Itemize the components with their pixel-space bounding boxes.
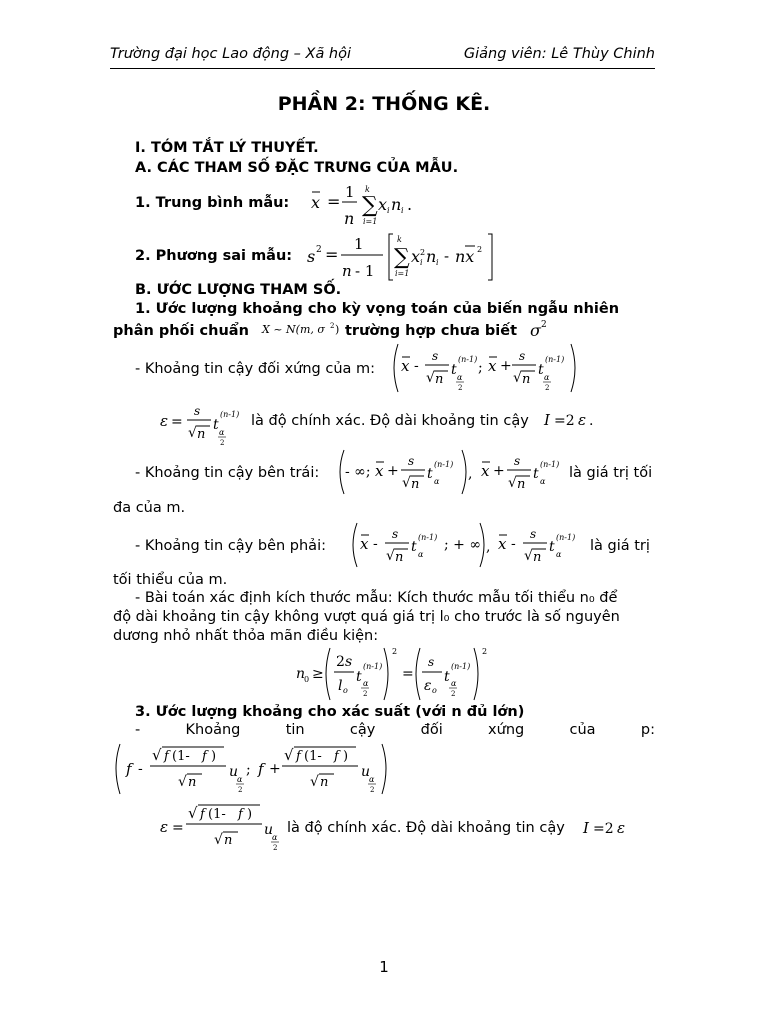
svg-text:+: +	[500, 358, 512, 374]
section-heading-sample-params: A. CÁC THAM SỐ ĐẶC TRƯNG CỦA MẪU.	[135, 160, 459, 176]
svg-text:): )	[211, 749, 217, 764]
svg-text:(n-1): (n-1)	[556, 533, 576, 542]
svg-text:√: √	[426, 370, 435, 386]
svg-text:=: =	[325, 245, 339, 264]
svg-text:-: -	[511, 536, 516, 552]
proportion-ci-word: cậy	[349, 722, 376, 738]
svg-text:u: u	[361, 764, 371, 780]
svg-text:u: u	[264, 822, 274, 838]
svg-text:x: x	[481, 462, 490, 480]
svg-text:∑: ∑	[394, 245, 410, 270]
svg-text:n: n	[320, 775, 329, 790]
svg-text:√: √	[402, 475, 411, 491]
svg-text:-: -	[444, 247, 450, 265]
svg-text:I: I	[583, 819, 589, 837]
proportion-ci-length-formula	[580, 816, 630, 840]
svg-text:t: t	[213, 417, 219, 433]
svg-text:σ: σ	[530, 321, 541, 340]
svg-text:√: √	[284, 746, 294, 764]
svg-text:i: i	[387, 206, 390, 215]
header-university: Trường đại học Lao động – Xã hội	[110, 46, 352, 62]
svg-text:-: -	[138, 761, 143, 777]
svg-text:(n-1): (n-1)	[363, 662, 383, 671]
svg-text:=: =	[327, 192, 341, 211]
svg-text:; + ∞: ; + ∞	[444, 537, 482, 553]
svg-text:n: n	[533, 550, 542, 565]
svg-text:f: f	[164, 749, 169, 764]
svg-text:,: ,	[486, 539, 491, 555]
svg-text:α: α	[451, 679, 457, 688]
proportion-precision-description: là độ chính xác. Độ dài khoảng tin cậy	[287, 820, 565, 836]
svg-text:n: n	[522, 372, 531, 387]
svg-text:s: s	[392, 527, 399, 541]
precision-epsilon-formula	[156, 400, 248, 448]
svg-text:α: α	[272, 833, 278, 842]
svg-text:u: u	[229, 764, 239, 780]
svg-text:): )	[335, 323, 340, 336]
svg-text:√: √	[188, 804, 198, 822]
svg-text:f: f	[258, 760, 264, 778]
item-sample-mean-label: 1. Trung bình mẫu:	[135, 195, 290, 211]
svg-text:+: +	[387, 463, 399, 479]
svg-text:(n-1): (n-1)	[418, 533, 438, 542]
sample-size-line-2: độ dài khoảng tin cậy không vượt quá giá trị l₀ cho trước là số nguyên	[113, 609, 620, 625]
proportion-ci-word: đối	[420, 722, 443, 738]
svg-text:-: -	[373, 536, 378, 552]
svg-text:α: α	[237, 775, 243, 784]
svg-text:n: n	[391, 195, 402, 214]
svg-text:√: √	[214, 832, 223, 848]
proportion-ci-word: p:	[640, 722, 655, 738]
svg-text:2: 2	[363, 690, 368, 698]
svg-text:α: α	[544, 373, 550, 382]
svg-text:√: √	[178, 774, 187, 790]
sample-variance-formula	[305, 228, 500, 284]
svg-text:2: 2	[370, 786, 375, 794]
sample-size-line-1: - Bài toán xác định kích thước mẫu: Kích thước mẫu tối thiểu n₀ để	[135, 590, 618, 606]
proportion-ci-word: -	[135, 722, 141, 738]
svg-text:f: f	[200, 807, 205, 822]
ci-length-formula	[541, 408, 601, 432]
svg-text:n: n	[344, 209, 355, 228]
svg-text:i: i	[420, 258, 423, 267]
svg-text:l: l	[338, 678, 343, 694]
svg-text:s: s	[428, 655, 435, 669]
svg-text:f: f	[334, 749, 339, 764]
svg-text:t: t	[549, 539, 555, 555]
svg-text:n: n	[197, 427, 206, 442]
svg-text:s: s	[194, 404, 201, 418]
svg-text:ε: ε	[578, 411, 587, 429]
svg-text:2: 2	[541, 320, 547, 330]
svg-text:i=1: i=1	[395, 269, 410, 278]
svg-text:o: o	[432, 686, 437, 695]
svg-text:i: i	[436, 258, 439, 267]
svg-text:t: t	[411, 539, 417, 555]
svg-text:I: I	[544, 411, 550, 429]
svg-text:nx: nx	[455, 247, 475, 266]
item-normal-mean-ci-line1: 1. Ước lượng khoảng cho kỳ vọng toán của biến ngẫu nhiên	[135, 301, 620, 317]
svg-text:f: f	[238, 807, 243, 822]
section-heading-estimation: B. ƯỚC LƯỢNG THAM SỐ.	[135, 282, 342, 298]
svg-text:k: k	[365, 185, 370, 194]
svg-text:,: ,	[468, 466, 473, 482]
svg-text:+: +	[493, 463, 505, 479]
svg-text:2: 2	[545, 384, 550, 392]
svg-text:x: x	[401, 357, 410, 375]
svg-text:∑: ∑	[362, 193, 378, 218]
svg-text:2: 2	[451, 690, 456, 698]
page-header	[110, 46, 655, 69]
sigma-squared-symbol	[528, 318, 554, 342]
symmetric-ci-formula	[388, 340, 584, 398]
svg-text:s: s	[530, 527, 537, 541]
right-ci-label: - Khoảng tin cậy bên phải:	[135, 538, 326, 554]
right-ci-formula	[348, 519, 586, 573]
section-heading-theory: I. TÓM TẮT LÝ THUYẾT.	[135, 140, 319, 156]
svg-text:n: n	[395, 550, 404, 565]
left-ci-label: - Khoảng tin cậy bên trái:	[135, 465, 320, 481]
svg-text:f: f	[296, 749, 301, 764]
svg-text:ε: ε	[617, 819, 626, 837]
svg-text:t: t	[451, 362, 457, 378]
svg-text:n: n	[296, 666, 306, 682]
svg-text:2: 2	[420, 248, 426, 257]
svg-text:t: t	[538, 362, 544, 378]
svg-text:x: x	[375, 462, 384, 480]
svg-text:-: -	[414, 358, 419, 374]
item-sample-variance-label: 2. Phương sai mẫu:	[135, 248, 293, 264]
page-number: 1	[379, 958, 389, 976]
svg-text:n: n	[517, 477, 526, 492]
svg-text:s: s	[307, 247, 316, 266]
svg-text:n: n	[224, 833, 233, 848]
svg-text:ε: ε	[160, 818, 169, 836]
svg-text:+: +	[269, 761, 281, 777]
svg-text:;: ;	[246, 762, 251, 778]
min-value-text-2: tối thiểu của m.	[113, 572, 228, 588]
svg-text:=: =	[172, 820, 184, 836]
svg-text:k: k	[397, 235, 402, 244]
svg-text:n: n	[188, 775, 197, 790]
svg-text:(n-1): (n-1)	[451, 662, 471, 671]
svg-text:α: α	[434, 477, 440, 486]
svg-text:s: s	[408, 454, 415, 468]
svg-text:.: .	[407, 195, 413, 214]
svg-text:): )	[247, 807, 253, 822]
svg-text:(n-1): (n-1)	[540, 460, 560, 469]
svg-text:n: n	[342, 262, 352, 280]
max-value-text-1: là giá trị tối	[569, 465, 653, 481]
svg-text:α: α	[540, 477, 546, 486]
svg-text:t: t	[444, 669, 450, 685]
svg-text:(n-1): (n-1)	[545, 355, 565, 364]
svg-text:ε: ε	[160, 412, 169, 430]
svg-text:2: 2	[273, 844, 278, 852]
svg-text:t: t	[533, 466, 539, 482]
svg-text:α: α	[369, 775, 375, 784]
normal-distribution-notation	[258, 318, 350, 340]
svg-text:ε: ε	[424, 678, 432, 694]
svg-text:α: α	[363, 679, 369, 688]
proportion-ci-word: của	[569, 722, 596, 738]
svg-text:2: 2	[336, 654, 345, 670]
svg-text:1: 1	[345, 183, 355, 201]
proportion-ci-word: Khoảng	[185, 722, 241, 738]
sample-size-condition-formula	[292, 642, 502, 704]
svg-text:√: √	[513, 370, 522, 386]
svg-text:2: 2	[220, 439, 225, 447]
svg-text:√: √	[152, 746, 162, 764]
svg-text:√: √	[508, 475, 517, 491]
svg-text:n: n	[435, 372, 444, 387]
item-normal-mean-ci-line2b: trường hợp chưa biết	[345, 323, 518, 339]
svg-text:i=1: i=1	[363, 217, 378, 226]
svg-text:): )	[343, 749, 349, 764]
svg-text:s: s	[345, 654, 353, 670]
proportion-ci-word: tin	[285, 722, 305, 738]
min-value-text-1: là giá trị	[590, 538, 650, 554]
svg-text:α: α	[556, 550, 562, 559]
svg-text:x: x	[488, 357, 497, 375]
svg-text:f: f	[126, 760, 132, 778]
proportion-ci-label-row	[135, 721, 655, 739]
svg-text:√: √	[188, 425, 197, 441]
svg-text:0: 0	[304, 675, 310, 684]
svg-text:2: 2	[316, 245, 322, 255]
sample-size-line-3: dương nhỏ nhất thỏa mãn điều kiện:	[113, 628, 379, 644]
svg-text:≥: ≥	[312, 666, 324, 682]
left-ci-formula	[335, 446, 567, 500]
svg-text:t: t	[427, 466, 433, 482]
svg-text:α: α	[418, 550, 424, 559]
item-normal-mean-ci-line2a: phân phối chuẩn	[113, 323, 249, 339]
svg-text:2: 2	[330, 322, 335, 330]
svg-text:2: 2	[482, 647, 488, 656]
proportion-ci-formula	[112, 740, 392, 800]
svg-text:(1-: (1-	[304, 749, 322, 764]
svg-text:s: s	[432, 349, 439, 363]
symmetric-ci-label: - Khoảng tin cậy đối xứng của m:	[135, 361, 376, 377]
item-proportion-ci-label: 3. Ước lượng khoảng cho xác suất (với n đủ lớn)	[135, 704, 525, 720]
svg-text:i: i	[401, 206, 404, 215]
svg-text:s: s	[519, 349, 526, 363]
page-title: PHẦN 2: THỐNG KÊ.	[277, 93, 491, 115]
svg-text:√: √	[524, 548, 533, 564]
proportion-precision-formula	[156, 800, 284, 856]
svg-text:=2: =2	[554, 413, 575, 429]
svg-text:t: t	[356, 669, 362, 685]
svg-text:=: =	[402, 666, 414, 682]
svg-text:α: α	[219, 428, 225, 437]
svg-text:x: x	[498, 535, 507, 553]
svg-text:n: n	[426, 247, 437, 266]
svg-text:f: f	[202, 749, 207, 764]
svg-text:1: 1	[354, 235, 364, 253]
svg-text:2: 2	[392, 647, 398, 656]
precision-description: là độ chính xác. Độ dài khoảng tin cậy	[251, 413, 529, 429]
svg-text:n: n	[411, 477, 420, 492]
sample-mean-formula	[305, 180, 425, 230]
header-lecturer: Giảng viên: Lê Thùy Chinh	[463, 46, 655, 62]
proportion-ci-word: xứng	[488, 722, 525, 738]
svg-text:=: =	[171, 414, 183, 430]
svg-text:x: x	[378, 195, 388, 214]
svg-text:α: α	[457, 373, 463, 382]
svg-text:x: x	[360, 535, 369, 553]
svg-text:;: ;	[478, 360, 483, 376]
svg-text:(n-1): (n-1)	[458, 355, 478, 364]
svg-text:x: x	[411, 247, 421, 266]
svg-text:X ~ N(m, σ: X ~ N(m, σ	[262, 323, 325, 336]
svg-text:(n-1): (n-1)	[220, 410, 240, 419]
svg-text:x: x	[311, 193, 321, 212]
svg-text:s: s	[514, 454, 521, 468]
svg-text:2: 2	[238, 786, 243, 794]
svg-text:(1-: (1-	[172, 749, 190, 764]
svg-text:√: √	[310, 774, 319, 790]
max-value-text-2: đa của m.	[113, 500, 186, 516]
svg-text:2: 2	[458, 384, 463, 392]
svg-text:√: √	[386, 548, 395, 564]
svg-text:- 1: - 1	[355, 262, 375, 280]
svg-text:(1-: (1-	[208, 807, 226, 822]
svg-text:o: o	[343, 686, 348, 695]
svg-text:- ∞;: - ∞;	[345, 464, 371, 480]
svg-text:=2: =2	[593, 821, 614, 837]
svg-text:.: .	[589, 413, 594, 429]
svg-text:2: 2	[477, 245, 483, 254]
svg-text:(n-1): (n-1)	[434, 460, 454, 469]
